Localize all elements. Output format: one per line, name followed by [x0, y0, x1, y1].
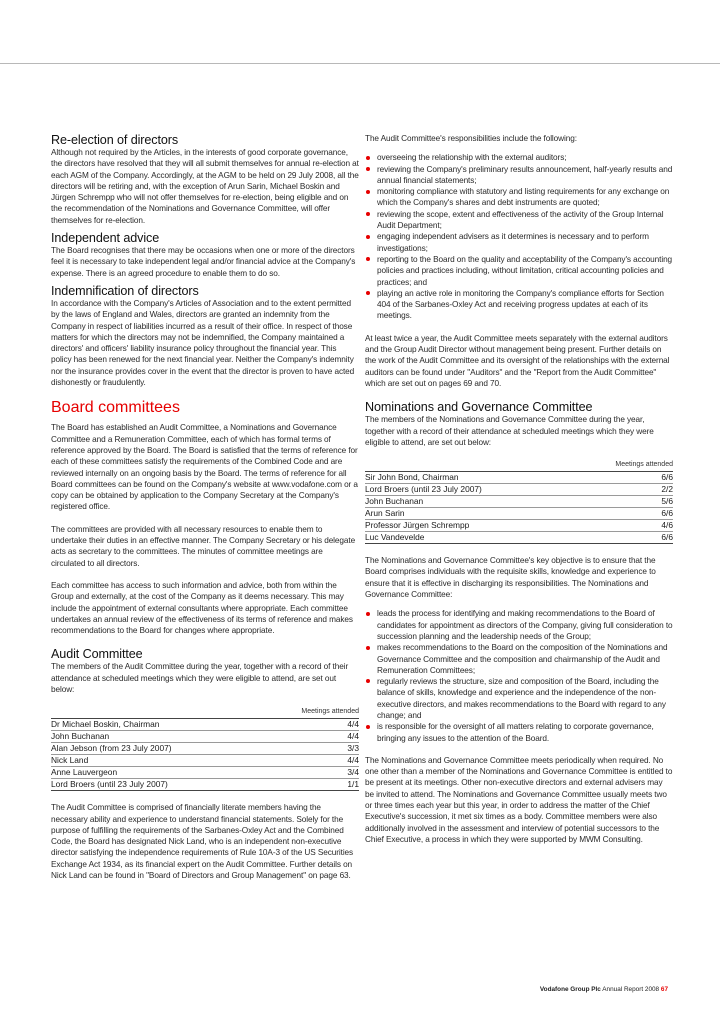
table-row	[365, 532, 673, 544]
left-column	[51, 133, 359, 881]
list-item: regularly reviews the structure, size and composition of the Board, including the balance of skills, knowledge and experience and the independence of the non-executive directors, and makes recommendations to the Board with regard to any change; and	[365, 676, 673, 721]
board-committees-p3: Each committee has access to such information and advice, both from within the Group and externally, at the cost of the Company as it deems necessary. This may include the appointment of external consultants where appropriate. Each committee undertakes an annual review of the effectiveness of its terms of reference and makes recommendations to the Board for changes where appropriate.	[51, 580, 353, 636]
table-row	[365, 484, 673, 496]
table-row	[365, 520, 673, 532]
member-name: Professor Jürgen Schrempp	[365, 520, 571, 532]
table-row	[51, 731, 359, 743]
member-name: Arun Sarin	[365, 508, 571, 520]
member-name: Anne Lauvergeon	[51, 767, 259, 779]
list-item: overseeing the relationship with the external auditors;	[365, 152, 673, 163]
member-name: Lord Broers (until 23 July 2007)	[365, 484, 571, 496]
attendance-value: 1/1	[259, 779, 359, 791]
nominations-table-header: Meetings attended	[571, 459, 673, 472]
member-name: Lord Broers (until 23 July 2007)	[51, 779, 259, 791]
reelection-body: Although not required by the Articles, in the interests of good corporate governance, the directors have resolved that they will all submit themselves for annual re-election at each AGM of the Company. Accordingly, at the AGM to be held on 29 July 2008, all the directors will be retiring and, with the exception of Arun Sarin, Michael Boskin and Jürgen Schrempp who will not offer themselves for re-election, being eligible and on the recommendation of the Nominations and Governance Committee, will offer themselves for re-election.	[51, 148, 359, 225]
nominations-intro: The members of the Nominations and Governance Committee during the year, together with a record of their attendance at scheduled meetings which they were eligible to attend, are set out below:	[365, 415, 654, 447]
member-name: John Buchanan	[51, 731, 259, 743]
board-committees-heading: Board committees	[51, 399, 180, 417]
list-item: leads the process for identifying and making recommendations to the Board of candidates for appointment as directors of the Company, giving full consideration to succession planning and the leadership needs of the Group;	[365, 608, 673, 642]
header-rule	[0, 63, 720, 64]
attendance-value: 4/4	[259, 731, 359, 743]
audit-attendance-table	[51, 706, 359, 791]
member-name: John Buchanan	[365, 496, 571, 508]
attendance-value: 2/2	[571, 484, 673, 496]
attendance-value: 6/6	[571, 508, 673, 520]
indemnification-body: In accordance with the Company's Articles of Association and to the extent permitted by the laws of England and Wales, directors are granted an indemnity from the Company in respect of liabilities incurred as a result of their office. In respect of those matters for which the directors may not be indemnified, the Company maintained a directors' and officers' liability insurance policy throughout the financial year. This policy has been renewed for the next financial year. Neither the Company's indemnity nor the insurance provides cover in the event that the director is proven to have acted dishonestly or fraudulently.	[51, 298, 355, 388]
footer-company: Vodafone Group Plc	[539, 986, 601, 993]
member-name: Nick Land	[51, 755, 259, 767]
page-number: 67	[660, 986, 668, 993]
list-item: engaging independent advisers as it determines is necessary and to perform investigations;	[365, 231, 673, 254]
attendance-value: 5/6	[571, 496, 673, 508]
audit-committee-intro: The members of the Audit Committee during the year, together with a record of their attendance at scheduled meetings which they were eligible to attend, are set out below:	[51, 662, 349, 694]
table-row	[51, 719, 359, 731]
reelection-heading: Re-election of directors	[51, 133, 179, 147]
attendance-value: 4/4	[259, 719, 359, 731]
page-footer	[540, 986, 668, 993]
list-item: monitoring compliance with statutory and listing requirements for any exchange on which the Company's shares and debt instruments are quoted;	[365, 186, 673, 209]
list-item: reporting to the Board on the quality and acceptability of the Company's accounting policies and practices including, without limitation, critical accounting policies and practices; and	[365, 254, 673, 288]
member-name: Dr Michael Boskin, Chairman	[51, 719, 259, 731]
member-name: Luc Vandevelde	[365, 532, 571, 544]
attendance-value: 4/6	[571, 520, 673, 532]
list-item: reviewing the Company's preliminary results announcement, half-yearly results and annual financial statements;	[365, 164, 673, 187]
list-item: playing an active role in monitoring the Company's compliance efforts for Section 404 of the Sarbanes-Oxley Act and receiving progress updates at each of its meetings.	[365, 288, 673, 322]
member-name: Sir John Bond, Chairman	[365, 472, 571, 484]
table-row	[51, 743, 359, 755]
attendance-value: 3/3	[259, 743, 359, 755]
list-item: is responsible for the oversight of all matters relating to corporate governance, bringing any issues to the attention of the Board.	[365, 721, 673, 744]
attendance-value: 6/6	[571, 532, 673, 544]
nominations-heading: Nominations and Governance Committee	[365, 400, 593, 415]
table-row	[365, 472, 673, 484]
audit-meetings-text: At least twice a year, the Audit Committee meets separately with the external auditors and the Group Audit Director without management being present. Further details on the work of the Audit Committee and its oversight of the relationships with the external auditors can be found under "Auditors" and the "Report from the Audit Committee" which are set out on pages 69 and 70.	[365, 333, 670, 388]
board-committees-p1: The Board has established an Audit Committee, a Nominations and Governance Committee and a Remuneration Committee, each of which has formal terms of reference approved by the Board. The Board is satisfied that the terms of reference for each of these committees satisfy the requirements of the Combined Code and are reviewed internally on an ongoing basis by the Board. The terms of reference for all Board committees can be found on the Company's website at www.vodafone.com or a copy can be obtained by application to the Company Secretary at the Company's registered office.	[51, 423, 358, 512]
audit-committee-expert: The Audit Committee is comprised of financially literate members having the necessary ability and experience to understand financial statements. Solely for the purpose of fulfilling the requirements of the Sarbanes-Oxley Act and the Combined Code, the Board has designated Nick Land, who is an independent non-executive director satisfying the independence requirements of Rule 10A-3 of the US Securities Exchange Act 1934, as its financial expert on the Audit Committee. Further details on Nick Land can be found in "Board of Directors and Group Management" on page 63.	[51, 803, 354, 881]
board-committees-p2: The committees are provided with all necessary resources to enable them to undertake their duties in an effective manner. The Company Secretary or his delegate acts as secretary to the committees. The minutes of committee meetings are circulated to all directors.	[51, 524, 356, 568]
indemnification-heading: Indemnification of directors	[51, 283, 199, 298]
nominations-closing: The Nominations and Governance Committee meets periodically when required. No one other than a member of the Nominations and Governance Committee is entitled to be present at its meetings. Other non-executive directors and external advisers may be invited to attend. The Nominations and Governance Committee usually meets two or three times each year but this year, in order to address the matter of the Chief Executive's succession, it met six times as a body. Committee members were also additionally involved in the assessment and interview of potential successors to the Chief Executive, a process in which they were supported by MWM Consulting.	[365, 755, 673, 844]
nominations-duties-list	[365, 608, 673, 744]
responsibilities-list	[365, 152, 673, 321]
table-row	[51, 755, 359, 767]
responsibilities-intro: The Audit Committee's responsibilities include the following:	[365, 134, 577, 143]
list-item: makes recommendations to the Board on the composition of the Nominations and Governance Committee and the composition and chairmanship of the Audit and Remuneration Committees;	[365, 642, 673, 676]
attendance-value: 6/6	[571, 472, 673, 484]
advice-body: The Board recognises that there may be occasions when one or more of the directors feel it is necessary to take independent legal and/or financial advice at the Company's expense. There is an agreed procedure to enable them to do so.	[51, 246, 356, 278]
attendance-value: 3/4	[259, 767, 359, 779]
table-row	[51, 779, 359, 791]
table-row	[365, 508, 673, 520]
table-row	[51, 767, 359, 779]
member-name: Alan Jebson (from 23 July 2007)	[51, 743, 259, 755]
nominations-objective: The Nominations and Governance Committee's key objective is to ensure that the Board comprises individuals with the requisite skills, knowledge and experience to ensure that it is effective in discharging its responsibilities. The Nominations and Governance Committee:	[365, 556, 656, 600]
nominations-attendance-table	[365, 459, 673, 544]
right-column	[365, 133, 673, 845]
list-item: reviewing the scope, extent and effectiveness of the activity of the Group Internal Audit Department;	[365, 209, 673, 232]
footer-report: Annual Report 2008	[600, 986, 661, 993]
audit-committee-heading: Audit Committee	[51, 647, 143, 662]
attendance-value: 4/4	[259, 755, 359, 767]
table-row	[365, 496, 673, 508]
audit-table-header: Meetings attended	[259, 706, 359, 719]
advice-heading: Independent advice	[51, 231, 160, 246]
